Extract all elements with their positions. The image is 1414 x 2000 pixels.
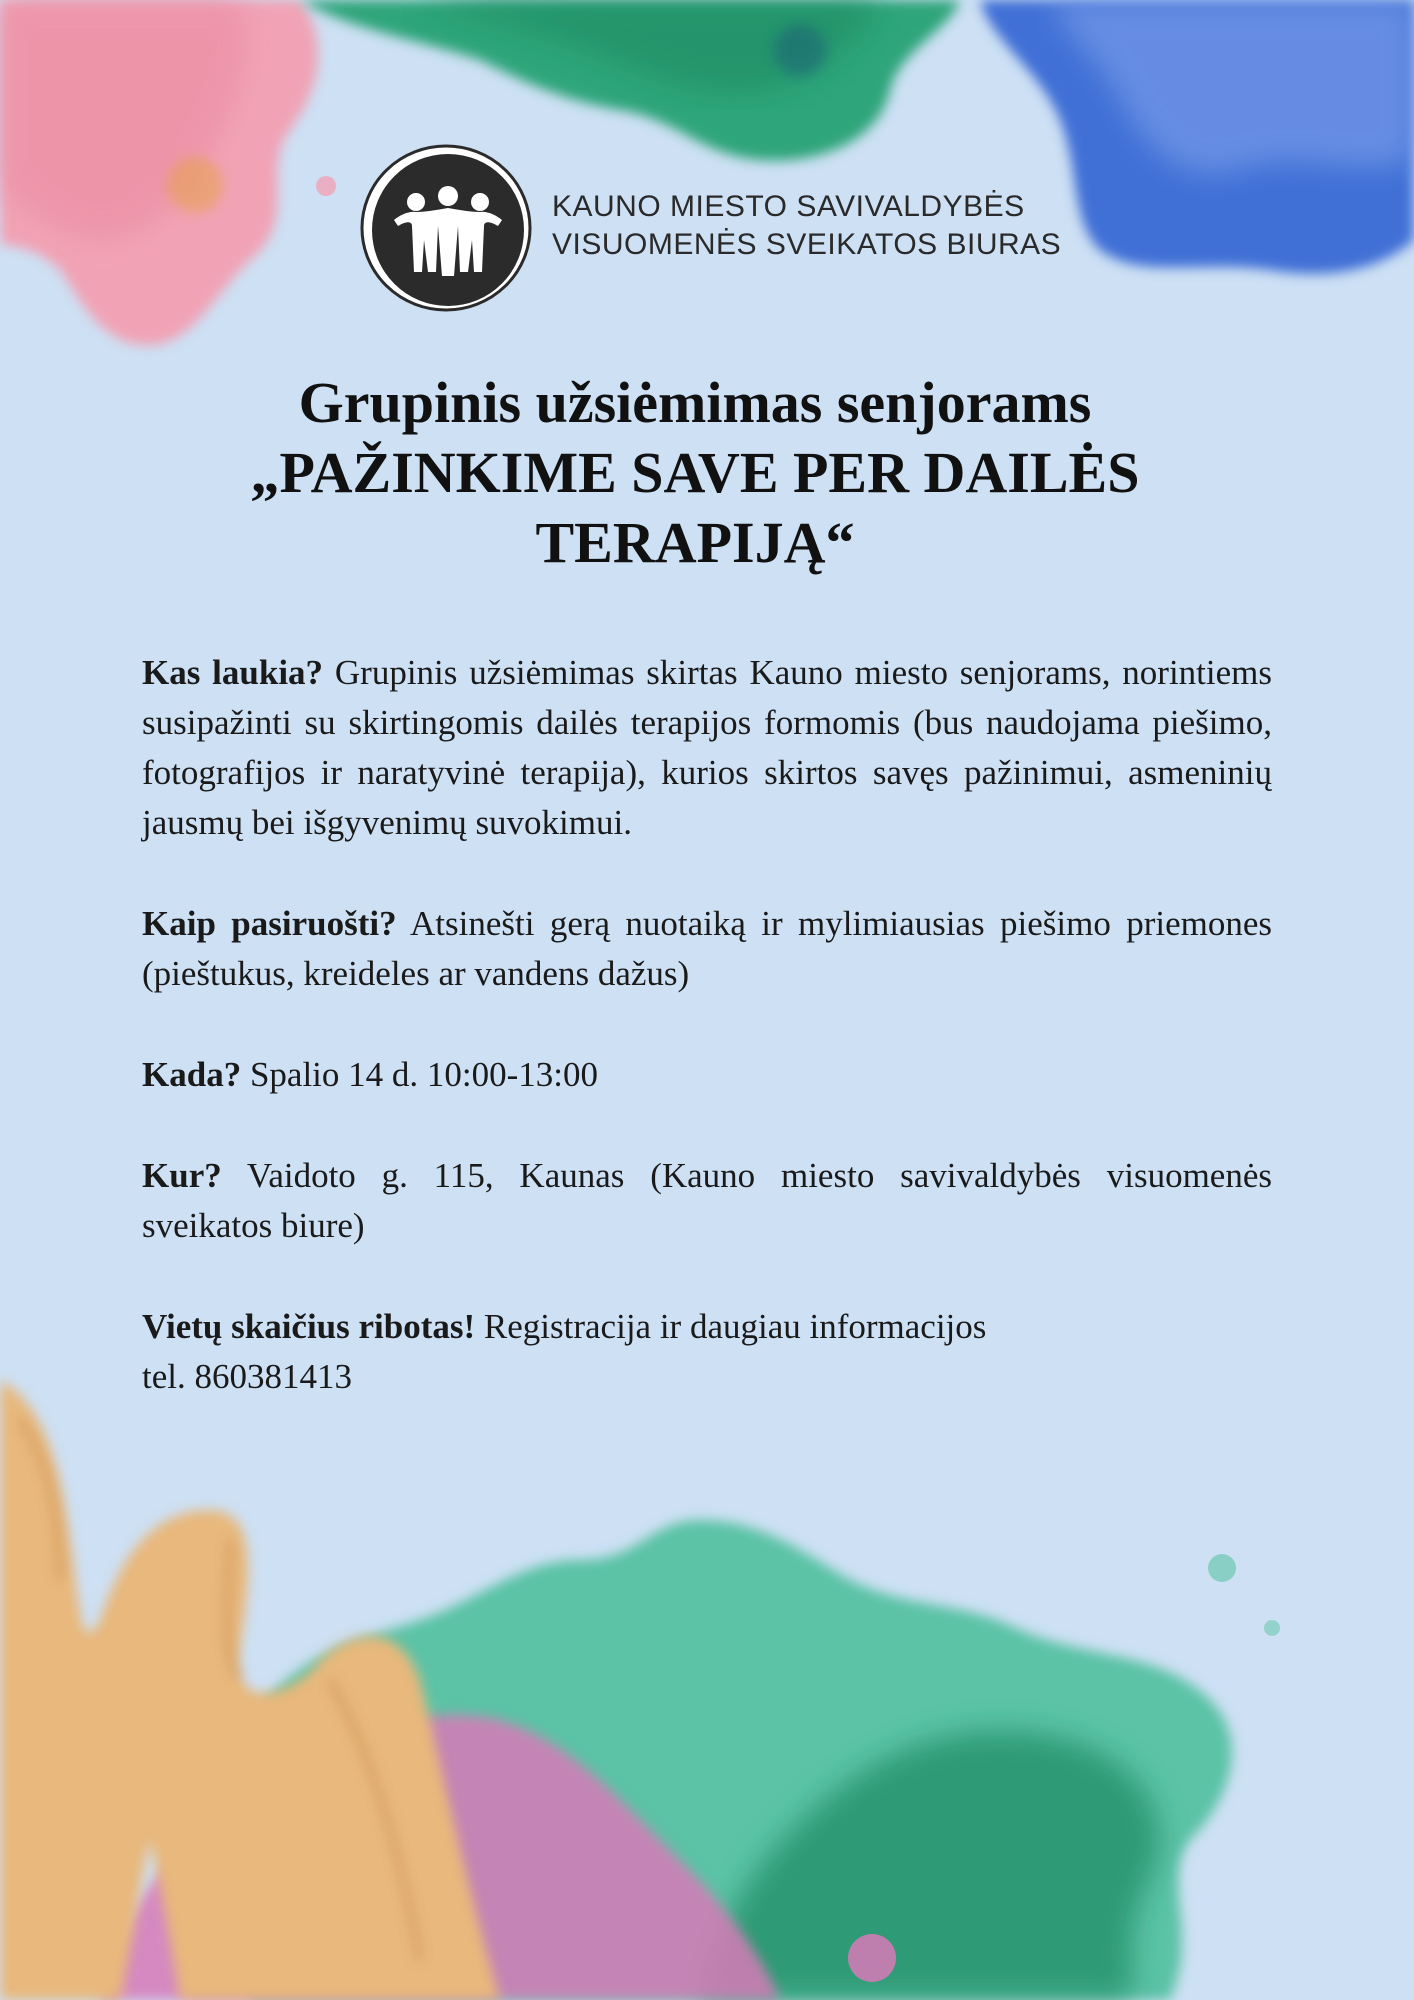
section-when — [142, 1050, 1272, 1100]
organization-logo — [356, 140, 1076, 312]
organization-name-line1: KAUNO MIESTO SAVIVALDYBĖS — [552, 190, 1025, 223]
organization-name — [552, 188, 1061, 264]
section-prepare-text: Atsinešti gerą nuotaiką ir mylimiausias piešimo priemones (pieštukus, kreideles ar vandens dažus) — [142, 904, 1272, 993]
organization-name-line2: VISUOMENĖS SVEIKATOS BIURAS — [552, 228, 1062, 261]
section-prepare — [142, 899, 1272, 999]
section-when-text: Spalio 14 d. 10:00-13:00 — [249, 1055, 599, 1094]
section-where — [142, 1151, 1272, 1251]
people-circle-logo-icon — [356, 140, 532, 312]
section-when-label: Kada? — [142, 1055, 242, 1094]
green-splash — [300, 0, 960, 161]
event-title-line2: „PAŽINKIME SAVE PER DAILĖS — [250, 440, 1140, 505]
section-prepare-label: Kaip pasiruošti? — [142, 904, 397, 943]
section-register — [142, 1302, 1272, 1402]
event-title-line1: Grupinis užsiėmimas senjorams — [298, 370, 1092, 435]
section-what-text: Grupinis užsiėmimas skirtas Kauno miesto senjorams, norintiems susipažinti su skirtingomis dailės terapijos formomis (bus naudojama piešimo, fotografijos ir naratyvinė terapija), kurios skirtos savęs pažinimui, asmeninių jausmų bei išgyvenimų suvokimui. — [142, 653, 1272, 842]
section-register-label: Vietų skaičius ribotas! — [142, 1307, 476, 1346]
section-what — [142, 648, 1272, 848]
event-title-line3: TERAPIJĄ“ — [535, 510, 855, 575]
event-title — [160, 368, 1230, 578]
section-where-text: Vaidoto g. 115, Kaunas (Kauno miesto savivaldybės visuomenės sveikatos biure) — [142, 1156, 1272, 1245]
section-register-text: Registracija ir daugiau informacijos — [483, 1307, 987, 1346]
phone-number: tel. 860381413 — [142, 1357, 352, 1396]
event-details — [142, 648, 1272, 1402]
section-what-label: Kas laukia? — [142, 653, 324, 692]
pink-splash — [0, 0, 336, 345]
section-where-label: Kur? — [142, 1156, 222, 1195]
